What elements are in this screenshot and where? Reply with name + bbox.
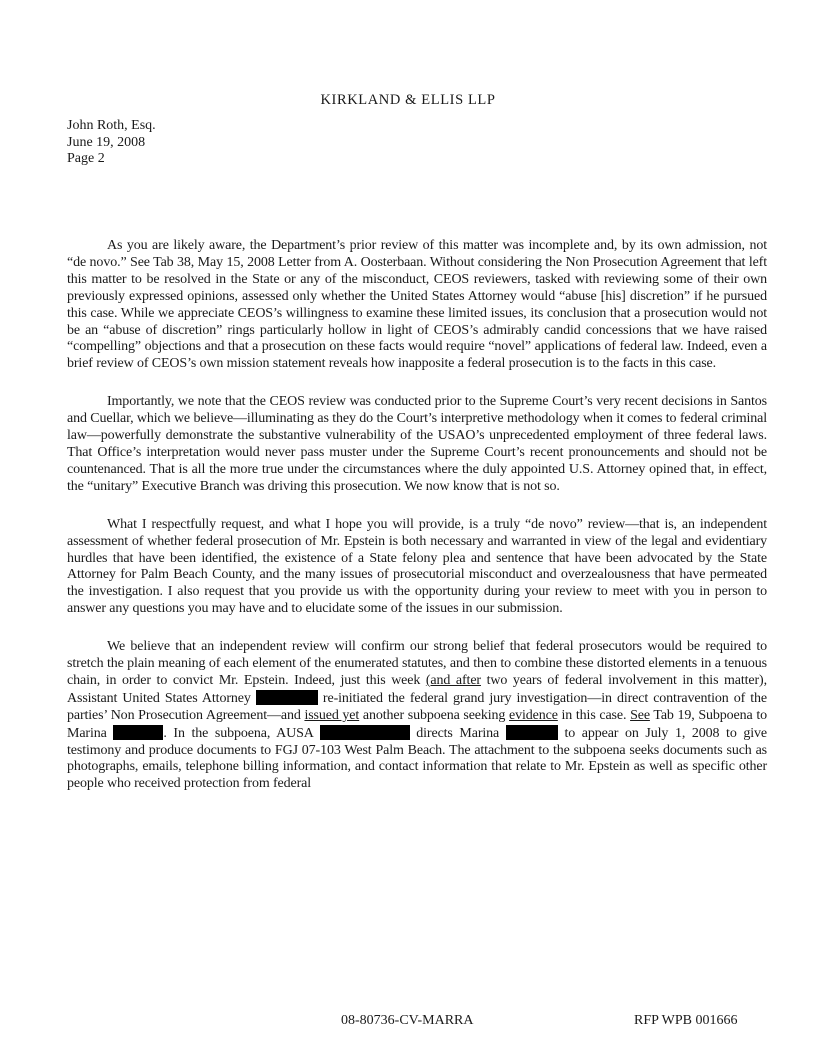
recipient: John Roth, Esq. — [67, 118, 156, 133]
case-number: 08-80736-CV-MARRA — [341, 1013, 474, 1028]
address-block — [67, 118, 156, 168]
p4-underlined-text: issued yet — [304, 707, 360, 723]
p4-text: We believe that an independent review will confirm our strong belief that federal prosecutors would be required to stretch the plain meaning of each element of the enumerated statutes, and then to combine these distorted elements in a tenuous chain, in order to convict Mr. Epstein. Indeed, just this week — [67, 639, 767, 688]
redaction-box — [506, 725, 558, 740]
letter-body — [67, 238, 767, 814]
redaction-box — [320, 725, 410, 740]
p4-text: another subpoena seeking — [359, 707, 510, 723]
paragraph-2: Importantly, we note that the CEOS review was conducted prior to the Supreme Court’s very recent decisions in Santos and Cuellar, which we believe—illuminating as they do the Court’s interpretive methodology when it comes to federal criminal law—powerfully demonstrate the substantive vulnerability of the USAO’s unprecedented employment of three federal laws. That Office’s interpretation would never pass muster under the Supreme Court’s recent pronouncements and should not be countenanced. That is all the more true under the circumstances where the duly appointed U.S. Attorney opined that, in effect, the “unitary” Executive Branch was driving this prosecution. We now know that is not so. — [67, 394, 767, 494]
p4-text: to appear on July 1, 2008 to give testimony and produce documents to FGJ 07-103 West Palm Beach. The attachment to the subpoena seeks documents such as photographs, emails, telephone billing information, and contact information that relate to Mr. Epstein as well as specific other people who received protection from federal — [67, 725, 767, 792]
paragraph-1: As you are likely aware, the Department’s prior review of this matter was incomplete and, by its own admission, not “de novo.” See Tab 38, May 15, 2008 Letter from A. Oosterbaan. Without considering the Non Prosecution Agreement that left this matter to be resolved in the State or any of the misconduct, CEOS reviewers, tasked with reviewing some of their own previously expressed opinions, assessed only whether the United States Attorney would “abuse [his] discretion” if he pursued this case. While we appreciate CEOS’s willingness to examine these limited issues, its conclusion that a prosecution would not be an “abuse of discretion” rings particularly hollow in light of CEOS’s admirably candid concessions that we have raised “compelling” objections and that a prosecution on these facts would require “novel” applications of federal law. Indeed, even a brief review of CEOS’s own mission statement reveals how inapposite a federal prosecution is to the facts in this case. — [67, 238, 767, 372]
redaction-box — [113, 725, 163, 740]
p4-underlined-text: (and after — [425, 672, 481, 688]
p4-text: in this case. — [557, 707, 631, 723]
p4-text: Tab 19, Subpoena to Marina — [67, 707, 767, 741]
redaction-box — [256, 690, 318, 705]
paragraph-3: What I respectfully request, and what I hope you will provide, is a truly “de novo” review—that is, an independent assessment of whether federal prosecution of Mr. Epstein is both necessary and warranted in view of the legal and evidentiary hurdles that have been identified, the existence of a State felony plea and sentence that have been advocated by the State Attorney for Palm Beach County, and the many issues of prosecutorial misconduct and overzealousness that have permeated the investigation. I also request that you provide us with the opportunity during your review to meet with you in person to answer any questions you may have and to elucidate some of the issues in our submission. — [67, 516, 767, 617]
p4-text: two years of federal involvement in this matter), Assistant United States Attorney — [67, 672, 767, 706]
p4-text: directs Marina — [409, 725, 506, 741]
p4-text: re-initiated the federal grand jury investigation—in direct contravention of the parties’ Non Prosecution Agreement—and — [67, 690, 767, 723]
letterhead-firm-name: KIRKLAND & ELLIS LLP — [320, 92, 496, 108]
bates-number: RFP WPB 001666 — [634, 1013, 738, 1028]
p4-underlined-text: See — [630, 707, 650, 723]
page-number: Page 2 — [67, 151, 105, 166]
letter-date: June 19, 2008 — [67, 134, 146, 150]
p4-text: . In the subpoena, AUSA — [163, 725, 320, 741]
paragraph-4 — [67, 639, 767, 793]
p4-underlined-text: evidence — [509, 707, 558, 723]
